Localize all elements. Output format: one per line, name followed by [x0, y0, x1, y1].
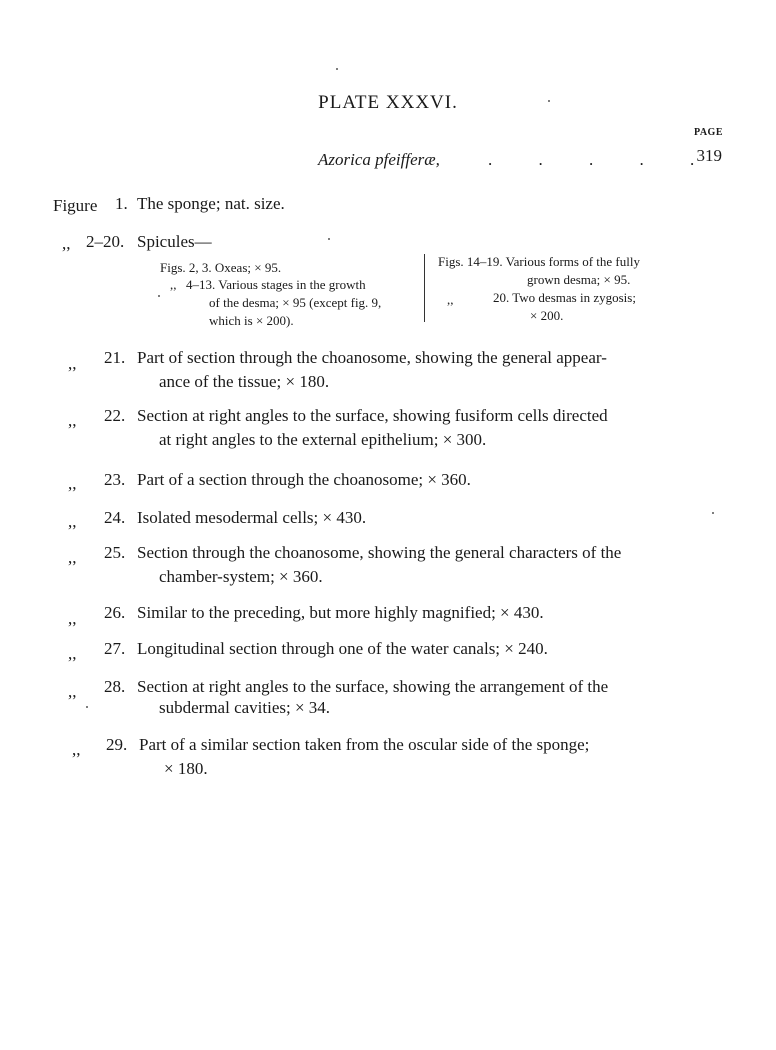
spicule-right-line: grown desma; × 95. — [527, 272, 631, 287]
ditto-mark: ,, — [68, 512, 77, 531]
species-name: Azorica pfeifferæ, — [318, 150, 440, 169]
ditto-mark: ,, — [68, 411, 77, 430]
spicule-right-line: Figs. 14–19. Various forms of the fully — [438, 254, 640, 269]
figure-number: 23. — [104, 470, 126, 489]
plate-title: PLATE XXXVI. — [318, 92, 458, 113]
figure-prefix: Figure — [53, 196, 98, 215]
spicule-left-line: 4–13. Various stages in the growth — [186, 277, 366, 292]
ditto-mark: ,, — [68, 609, 77, 628]
figure-caption: Longitudinal section through one of the water canals; × 240. — [137, 639, 548, 658]
figure-caption: Isolated mesodermal cells; × 430. — [137, 508, 367, 527]
page-number: 319 — [696, 146, 722, 165]
figure-caption: Section at right angles to the surface, showing fusiform cells directed — [137, 406, 608, 425]
figure-number: 25. — [104, 543, 126, 562]
figure-number: 29. — [106, 735, 128, 754]
scan-speck — [86, 706, 88, 708]
spicule-left-line: Figs. 2, 3. Oxeas; × 95. — [160, 260, 282, 275]
figure-caption: Part of a similar section taken from the oscular side of the sponge; — [139, 735, 590, 754]
leader-dots: . . . . . — [488, 150, 695, 169]
ditto-mark: ,, — [72, 740, 81, 759]
figure-caption: Part of a section through the choanosome; × 360. — [137, 470, 471, 489]
figure-caption: The sponge; nat. size. — [137, 194, 285, 213]
scan-speck — [712, 512, 714, 514]
figure-number: 27. — [104, 639, 126, 658]
figure-number: 21. — [104, 348, 126, 367]
figure-caption: ance of the tissue; × 180. — [159, 372, 330, 391]
figure-number: 26. — [104, 603, 126, 622]
scan-speck — [336, 68, 338, 70]
figure-number: 24. — [104, 508, 126, 527]
spicule-right-line: × 200. — [530, 308, 564, 323]
figure-caption: subdermal cavities; × 34. — [159, 698, 331, 717]
spicule-left-line: which is × 200). — [209, 313, 294, 328]
figure-caption: Similar to the preceding, but more highly magnified; × 430. — [137, 603, 544, 622]
spicule-left-line: of the desma; × 95 (except fig. 9, — [209, 295, 382, 310]
ditto-mark: ,, — [68, 548, 77, 567]
figure-caption: Section through the choanosome, showing the general characters of the — [137, 543, 622, 562]
ditto-mark: ,, — [68, 474, 77, 493]
figure-caption: × 180. — [164, 759, 208, 778]
ditto-mark: ,, — [68, 644, 77, 663]
figure-caption: Part of section through the choanosome, showing the general appear- — [137, 348, 607, 367]
spicule-right-line: 20. Two desmas in zygosis; — [493, 290, 636, 305]
scan-speck — [548, 100, 550, 102]
figure-caption: at right angles to the external epithelium; × 300. — [159, 430, 487, 449]
figure-caption: chamber-system; × 360. — [159, 567, 323, 586]
figure-caption: Spicules— — [137, 232, 212, 251]
figure-caption: Section at right angles to the surface, showing the arrangement of the — [137, 677, 609, 696]
page-column-label: PAGE — [693, 127, 723, 138]
ditto-mark: ,, — [170, 277, 177, 292]
figure-number: 1. — [115, 194, 128, 213]
scan-speck — [328, 238, 330, 240]
ditto-mark: ,, — [62, 234, 71, 253]
ditto-mark: ,, — [447, 292, 454, 307]
ditto-mark: ,, — [68, 682, 77, 701]
ditto-mark: ,, — [68, 354, 77, 373]
figure-number: 28. — [104, 677, 126, 696]
scan-speck — [158, 295, 160, 297]
figure-number: 2–20. — [86, 232, 125, 251]
figure-number: 22. — [104, 406, 126, 425]
column-divider — [424, 254, 425, 322]
